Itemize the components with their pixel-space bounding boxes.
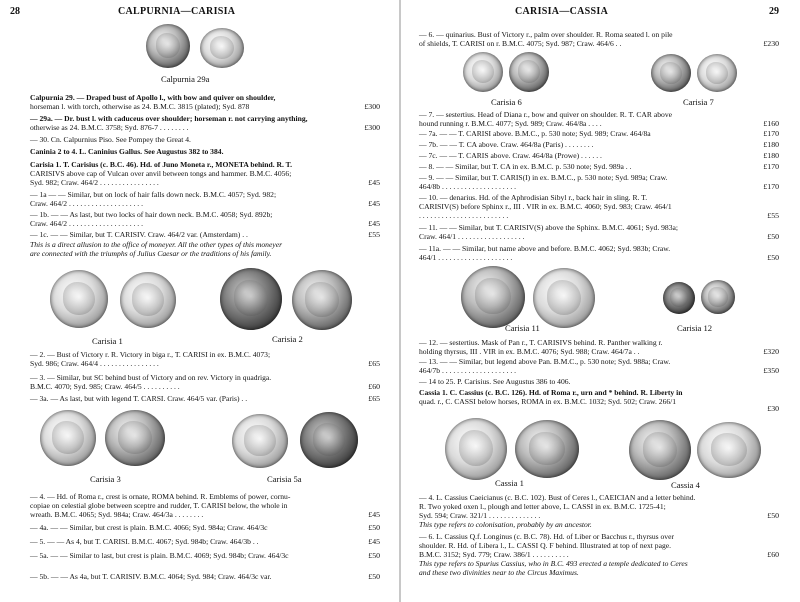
price: £30 xyxy=(767,404,779,413)
entry-line: — 7a. — — T. CARISI above. B.M.C., p. 530 note; Syd. 989; Craw. 464/8a xyxy=(419,129,651,138)
coin-carisia-12-reverse xyxy=(701,280,735,314)
caption-carisia-1: Carisia 1 xyxy=(92,336,123,346)
entry-line: Syd. 986; Craw. 464/4 . . . . . . . . . . . . . . . . xyxy=(30,359,159,368)
price: £320 xyxy=(763,347,779,356)
entry-line: — 4. L. Cassius Caeicianus (c. B.C. 102). Bust of Ceres l., CAEICIAN and a letter behind. xyxy=(419,493,696,502)
coin-cassia-1-reverse xyxy=(515,420,579,478)
entry-line: horseman l. with torch, otherwise as 24. B.M.C. 3815 (plated); Syd. 878 xyxy=(30,102,250,111)
caption-carisia-5a: Carisia 5a xyxy=(267,474,302,484)
caption-carisia-6: Carisia 6 xyxy=(491,97,522,107)
price: £50 xyxy=(767,253,779,262)
entry-line: — 1a — — Similar, but on lock of hair falls down neck. B.M.C. 4057; Syd. 982; xyxy=(30,190,277,199)
coin-calpurnia-29a-obverse xyxy=(146,24,190,68)
coin-carisia-3-reverse xyxy=(105,410,165,466)
coin-cassia-1-obverse xyxy=(445,418,507,480)
entry-line: wreath. B.M.C. 4065; Syd. 984a; Craw. 464/3a . . . . . . . . xyxy=(30,510,204,519)
entry-line: — 5. — — As 4, but T. CARISI. B.M.C. 4067; Syd. 984b; Craw. 464/3b . . xyxy=(30,537,259,546)
price: £45 xyxy=(368,219,380,228)
price: £50 xyxy=(368,523,380,532)
price: £170 xyxy=(763,129,779,138)
coin-carisia-7-obverse xyxy=(651,54,691,92)
price: £160 xyxy=(763,119,779,128)
price: £50 xyxy=(368,572,380,581)
entry-line: — 11. — — Similar, but T. CARISIV(S) above the Sphinx. B.M.C. 4061; Syd. 983a; xyxy=(419,223,679,232)
caption-carisia-7: Carisia 7 xyxy=(683,97,714,107)
price: £45 xyxy=(368,510,380,519)
coin-carisia-5a-reverse xyxy=(300,412,358,468)
entry-line: Syd. 594; Craw. 321/1 . . . . . . . . . . . . . . xyxy=(419,511,541,520)
coin-cassia-4-reverse xyxy=(697,422,761,478)
entry-line: 464/7b . . . . . . . . . . . . . . . . . . . . xyxy=(419,366,517,375)
entry-line: — 3a. — As last, but with legend T. CARSI. Craw. 464/5 var. (Paris) . . xyxy=(30,394,248,403)
entry-line: — 11a. — — Similar, but name above and before. B.M.C. 4062; Syd. 983b; Craw. xyxy=(419,244,671,253)
entry-note: and these two divinities near to the Circus Maximus. xyxy=(419,568,579,577)
price: £45 xyxy=(368,178,380,187)
entry-line: — 2. — Bust of Victory r. R. Victory in biga r., T. CARISI in ex. B.M.C. 4073; xyxy=(30,350,271,359)
coin-carisia-2-reverse xyxy=(292,270,352,330)
price: £170 xyxy=(763,162,779,171)
price: £60 xyxy=(368,382,380,391)
entry-line: — 5a. — — Similar to last, but crest is plain. B.M.C. 4069; Syd. 984b; Craw. 464/3c xyxy=(30,551,289,560)
entry-line: — 3. — Similar, but SC behind bust of Victory and on rev. Victory in quadriga. xyxy=(30,373,272,382)
price: £65 xyxy=(368,359,380,368)
price: £50 xyxy=(767,511,779,520)
entry-line: — 7b. — — T. CA above. Craw. 464/8a (Paris) . . . . . . . . xyxy=(419,140,594,149)
entry-note: This type refers to Spurius Cassius, who in B.C. 493 erected a temple dedicated to Ceres xyxy=(419,559,688,568)
price: £300 xyxy=(364,102,380,111)
entry-line: holding thyrsus, III . VIR in ex. B.M.C. 4076; Syd. 988; Craw. 464/7a . . xyxy=(419,347,640,356)
entry-line: — 1c. — — Similar, but T. CARISIV. Craw. 464/2 var. (Amsterdam) . . xyxy=(30,230,248,239)
entry-line: — 10. — denarius. Hd. of the Aphrodisian Sibyl r., back hair in sling. R. T. xyxy=(419,193,648,202)
entry-line: — 1b. — — As last, but two locks of hair down neck. B.M.C. 4058; Syd. 892b; xyxy=(30,210,273,219)
coin-carisia-1-reverse xyxy=(120,272,176,328)
right-page-number: 29 xyxy=(769,6,779,17)
entry-line: — 14 to 25. P. Carisius. See Augustus 386 to 406. xyxy=(419,377,571,386)
caption-carisia-3: Carisia 3 xyxy=(90,474,121,484)
caption-calpurnia-29a: Calpurnia 29a xyxy=(161,74,210,84)
entry-line: copiae on celestial globe between sceptre and rudder, T. CARISI below, the whole in xyxy=(30,501,288,510)
right-page xyxy=(401,0,800,602)
price: £350 xyxy=(763,366,779,375)
entry-line: otherwise as 24. B.M.C. 3758; Syd. 876-7 . . . . . . . . xyxy=(30,123,189,132)
coin-carisia-11-obverse xyxy=(461,266,525,328)
entry-line: Carisia 1. T. Carisius (c. B.C. 46). Hd. of Juno Moneta r., MONETA behind. R. T. xyxy=(30,160,293,169)
price: £50 xyxy=(767,232,779,241)
price: £180 xyxy=(763,151,779,160)
entry-line: — 29a. — Dr. bust l. with caduceus over shoulder; horseman r. not carrying anything, xyxy=(30,114,308,123)
coin-cassia-4-obverse xyxy=(629,420,691,480)
coin-carisia-12-obverse xyxy=(663,282,695,314)
price: £60 xyxy=(767,550,779,559)
entry-line: Craw. 464/2 . . . . . . . . . . . . . . . . . . . . xyxy=(30,199,143,208)
entry-note: are connected with the triumphs of Julius Caesar or the traditions of his family. xyxy=(30,249,272,258)
caption-carisia-2: Carisia 2 xyxy=(272,334,303,344)
price: £65 xyxy=(368,394,380,403)
price: £55 xyxy=(368,230,380,239)
caption-carisia-12: Carisia 12 xyxy=(677,323,713,333)
entry-line: Calpurnia 29. — Draped bust of Apollo l., with bow and quiver on shoulder, xyxy=(30,93,276,102)
price: £45 xyxy=(368,199,380,208)
price: £50 xyxy=(368,551,380,560)
price: £230 xyxy=(763,39,779,48)
left-page xyxy=(0,0,399,602)
caption-cassia-1: Cassia 1 xyxy=(495,478,524,488)
coin-calpurnia-29a-reverse xyxy=(200,28,244,68)
entry-note: This type refers to colonisation, probably by an ancestor. xyxy=(419,520,592,529)
entry-line: — 12. — sestertius. Mask of Pan r., T. CARISIVS behind. R. Panther walking r. xyxy=(419,338,663,347)
right-running-head: CARISIA—CASSIA xyxy=(515,6,609,17)
entry-line: . . . . . . . . . . . . . . . . . . . . . . . . xyxy=(419,211,509,220)
entry-line: Caninia 2 to 4. L. Caninius Gallus. See Augustus 382 to 384. xyxy=(30,147,224,156)
entry-line: — 7c. — — T. CARIS above. Craw. 464/8a (Prowe) . . . . . . xyxy=(419,151,602,160)
entry-line: Syd. 982; Craw. 464/2 . . . . . . . . . . . . . . . . xyxy=(30,178,159,187)
entry-line: Craw. 464/1 . . . . . . . . . . . . . . . . . . xyxy=(419,232,525,241)
entry-line: — 4. — Hd. of Roma r., crest is ornate, ROMA behind. R. Emblems of power, cornu- xyxy=(30,492,291,501)
left-running-head: CALPURNIA—CARISIA xyxy=(118,6,236,17)
price: £45 xyxy=(368,537,380,546)
coin-carisia-1-obverse xyxy=(50,270,108,328)
coin-carisia-6-reverse xyxy=(509,52,549,92)
entry-line: 464/1 . . . . . . . . . . . . . . . . . . . . xyxy=(419,253,513,262)
entry-line: Craw. 464/2 . . . . . . . . . . . . . . . . . . . . xyxy=(30,219,143,228)
entry-line: shoulder. R. Hd. of Libera l., L. CASSI Q. F behind. Illustrated at top of next page. xyxy=(419,541,672,550)
price: £55 xyxy=(767,211,779,220)
left-page-number: 28 xyxy=(10,6,20,17)
entry-line: — 7. — sestertius. Head of Diana r., bow and quiver on shoulder. R. T. CAR above xyxy=(419,110,673,119)
price: £300 xyxy=(364,123,380,132)
entry-line: CARISIV(S) before Sphinx r., III . VIR in ex. B.M.C. 4060; Syd. 983; Craw. 464/1 xyxy=(419,202,672,211)
caption-cassia-4: Cassia 4 xyxy=(671,480,700,490)
entry-line: — 6. L. Cassius Q.f. Longinus (c. B.C. 78). Hd. of Liber or Bacchus r., thyrsus over xyxy=(419,532,674,541)
entry-line: — 6. — quinarius. Bust of Victory r., palm over shoulder. R. Roma seated l. on pile xyxy=(419,30,673,39)
entry-line: — 8. — — Similar, but T. CA in ex. B.M.C. p. 530 note; Syd. 989a . . xyxy=(419,162,632,171)
entry-line: B.M.C. 3152; Syd. 779; Craw. 386/1 . . . . . . . . . . xyxy=(419,550,569,559)
coin-carisia-11-reverse xyxy=(533,268,595,328)
coin-carisia-3-obverse xyxy=(40,410,96,466)
coin-carisia-5a-obverse xyxy=(232,414,288,468)
entry-line: — 9. — — Similar, but T. CARIS(I) in ex. B.M.C., p. 530 note; Syd. 989a; Craw. xyxy=(419,173,668,182)
price: £170 xyxy=(763,182,779,191)
coin-carisia-6-obverse xyxy=(463,52,503,92)
entry-line: B.M.C. 4070; Syd. 985; Craw. 464/5 . . . . . . . . . . xyxy=(30,382,180,391)
entry-line: CARISIVS above cap of Vulcan over anvil between tongs and hammer. B.M.C. 4056; xyxy=(30,169,292,178)
entry-line: — 30. Cn. Calpurnius Piso. See Pompey the Great 4. xyxy=(30,135,191,144)
entry-line: of shields, T. CARISI on r. B.M.C. 4075; Syd. 987; Craw. 464/6 . . xyxy=(419,39,622,48)
coin-carisia-2-obverse xyxy=(220,268,282,330)
entry-line: R. Two yoked oxen l., plough and letter above, L. CASSI in ex. B.M.C. 1725-41; xyxy=(419,502,666,511)
entry-line: — 13. — — Similar, but legend above Pan. B.M.C., p. 530 note; Syd. 988a; Craw. xyxy=(419,357,671,366)
entry-note: This is a direct allusion to the office of moneyer. All the other types of this moneyer xyxy=(30,240,283,249)
entry-line: Cassia 1. C. Cassius (c. B.C. 126). Hd. of Roma r., urn and * behind. R. Liberty in xyxy=(419,388,683,397)
caption-carisia-11: Carisia 11 xyxy=(505,323,540,333)
entry-line: — 5b. — — As 4a, but T. CARISIV. B.M.C. 4064; Syd. 984; Craw. 464/3c var. xyxy=(30,572,272,581)
entry-line: — 4a. — — Similar, but crest is plain. B.M.C. 4066; Syd. 984a; Craw. 464/3c xyxy=(30,523,268,532)
entry-line: quad. r., C. CASSI below horses, ROMA in ex. B.M.C. 1032; Syd. 502; Craw. 266/1 xyxy=(419,397,677,406)
coin-carisia-7-reverse xyxy=(697,54,737,92)
price: £180 xyxy=(763,140,779,149)
entry-line: 464/8b . . . . . . . . . . . . . . . . . . . . xyxy=(419,182,517,191)
entry-line: hound running r. B.M.C. 4077; Syd. 989; Craw. 464/8a . . . . xyxy=(419,119,602,128)
